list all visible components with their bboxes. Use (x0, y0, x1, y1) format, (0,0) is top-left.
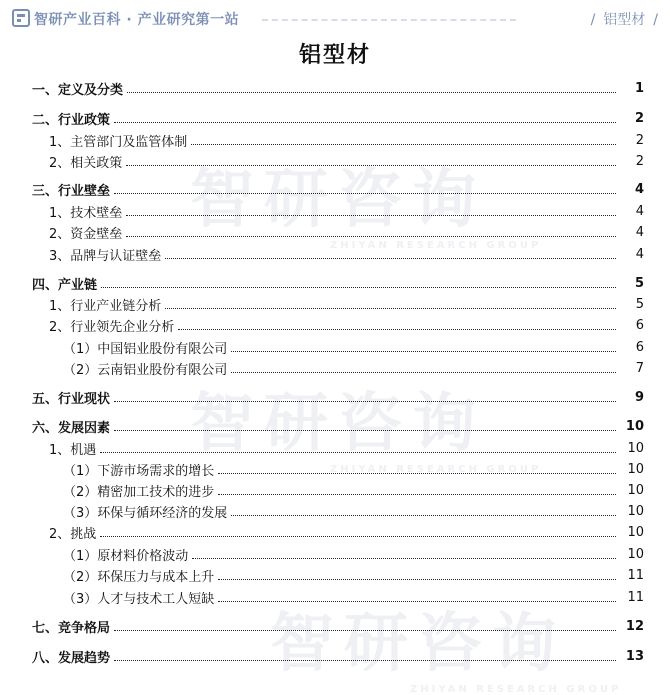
toc-subsection[interactable] (0, 479, 670, 501)
toc-entry-label: （3）环保与循环经济的发展 (63, 505, 228, 521)
toc-dot-leader (114, 401, 616, 402)
toc-section[interactable] (0, 437, 670, 459)
breadcrumb (591, 9, 658, 29)
toc-dot-leader (126, 236, 616, 237)
toc-entry-label: 七、竞争格局 (32, 620, 111, 636)
toc-dot-leader (192, 558, 616, 559)
toc-page-number: 2 (635, 153, 644, 169)
watermark-subtext: ZHIYAN RESEARCH GROUP (330, 240, 542, 251)
toc-entry-label: 3、品牌与认证壁垒 (49, 248, 162, 264)
toc-subsection[interactable] (0, 357, 670, 379)
breadcrumb-current[interactable]: 铝型材 (603, 12, 646, 28)
toc-dot-leader (218, 601, 616, 602)
toc-entry-label: （1）下游市场需求的增长 (63, 463, 215, 479)
toc-chapter[interactable] (0, 386, 670, 408)
toc-subsection[interactable] (0, 500, 670, 522)
toc-dot-leader (178, 329, 616, 330)
toc-dot-leader (231, 351, 616, 352)
toc-subsection[interactable] (0, 586, 670, 608)
toc-page-number: 4 (635, 224, 644, 240)
toc-page-number: 10 (627, 503, 644, 519)
toc-section[interactable] (0, 200, 670, 222)
toc-entry-label: 五、行业现状 (32, 391, 111, 407)
toc-entry-label: （1）中国铝业股份有限公司 (63, 341, 228, 357)
toc-entry-label: （2）环保压力与成本上升 (63, 569, 215, 585)
toc-chapter[interactable] (0, 107, 670, 129)
toc-chapter[interactable] (0, 272, 670, 294)
toc-dot-leader (114, 660, 616, 661)
toc-section[interactable] (0, 129, 670, 151)
toc-dot-leader (114, 122, 616, 123)
toc-dot-leader (231, 372, 616, 373)
toc-page-number: 2 (634, 110, 644, 126)
toc-entry-label: （2）精密加工技术的进步 (63, 484, 215, 500)
toc-entry-label: 八、发展趋势 (32, 650, 111, 666)
toc-section[interactable] (0, 150, 670, 172)
toc-page-number: 10 (625, 418, 644, 434)
toc-page-number: 13 (625, 648, 644, 664)
toc-dot-leader (127, 92, 616, 93)
toc-entry-label: 四、产业链 (32, 277, 98, 293)
toc-dot-leader (165, 258, 616, 259)
toc-subsection[interactable] (0, 458, 670, 480)
toc-page-number: 11 (627, 589, 644, 605)
toc-chapter[interactable] (0, 615, 670, 637)
toc-subsection[interactable] (0, 543, 670, 565)
toc-page-number: 10 (627, 524, 644, 540)
toc-dot-leader (100, 536, 616, 537)
toc-dot-leader (218, 579, 616, 580)
toc-page-number: 9 (634, 389, 644, 405)
toc-chapter[interactable] (0, 415, 670, 437)
toc-dot-leader (114, 430, 616, 431)
page-title: 铝型材 (298, 43, 371, 68)
watermark-text: 智研咨询 (190, 163, 486, 237)
toc-section[interactable] (0, 314, 670, 336)
toc-section[interactable] (0, 243, 670, 265)
toc-dot-leader (126, 215, 616, 216)
toc-entry-label: （3）人才与技术工人短缺 (63, 591, 215, 607)
toc-dot-leader (191, 144, 616, 145)
toc-page-number: 4 (635, 203, 644, 219)
toc-page-number: 1 (634, 80, 644, 96)
toc-entry-label: 1、技术壁垒 (49, 205, 123, 221)
watermark-text: 智研咨询 (190, 387, 486, 461)
toc-dot-leader (218, 494, 616, 495)
watermark-text: 智研咨询 (270, 607, 566, 681)
toc-chapter[interactable] (0, 645, 670, 667)
toc-page-number: 2 (635, 132, 644, 148)
toc-page-number: 5 (634, 275, 644, 291)
toc-page-number: 10 (627, 546, 644, 562)
toc-entry-label: 1、行业产业链分析 (49, 298, 162, 314)
toc-page-number: 10 (627, 461, 644, 477)
toc-entry-label: 2、资金壁垒 (49, 226, 123, 242)
toc-page-number: 6 (635, 339, 644, 355)
toc-page-number: 10 (627, 482, 644, 498)
toc-dot-leader (165, 308, 616, 309)
toc-entry-label: 1、主管部门及监管体制 (49, 134, 188, 150)
toc-entry-label: （1）原材料价格波动 (63, 548, 189, 564)
breadcrumb-separator: / (590, 12, 596, 28)
toc-chapter[interactable] (0, 77, 670, 99)
toc-dot-leader (114, 193, 616, 194)
toc-entry-label: 二、行业政策 (32, 112, 111, 128)
toc-page-number: 6 (635, 317, 644, 333)
toc-dot-leader (100, 452, 616, 453)
toc-dot-leader (126, 165, 616, 166)
toc-subsection[interactable] (0, 336, 670, 358)
toc-chapter[interactable] (0, 178, 670, 200)
toc-page-number: 10 (627, 440, 644, 456)
toc-dot-leader (231, 515, 616, 516)
toc-entry-label: 1、机遇 (49, 442, 97, 458)
toc-dot-leader (114, 630, 616, 631)
toc-entry-label: 2、行业领先企业分析 (49, 319, 175, 335)
toc-section[interactable] (0, 293, 670, 315)
toc-page-number: 5 (635, 296, 644, 312)
toc-entry-label: 2、挑战 (49, 526, 97, 542)
toc-entry-label: （2）云南铝业股份有限公司 (63, 362, 228, 378)
toc-entry-label: 2、相关政策 (49, 155, 123, 171)
watermark-subtext: ZHIYAN RESEARCH GROUP (410, 684, 622, 695)
toc-page-number: 12 (625, 618, 644, 634)
toc-entry-label: 一、定义及分类 (32, 82, 124, 98)
toc-page-number: 7 (635, 360, 644, 376)
watermark-subtext: ZHIYAN RESEARCH GROUP (330, 464, 542, 475)
toc-subsection[interactable] (0, 564, 670, 586)
site-brand[interactable]: 智研产业百科 · 产业研究第一站 (34, 12, 240, 28)
toc-entry-label: 三、行业壁垒 (32, 183, 111, 199)
toc-section[interactable] (0, 521, 670, 543)
toc-page-number: 4 (635, 246, 644, 262)
breadcrumb-separator-trailing: / (653, 12, 658, 28)
toc-page-number: 11 (627, 567, 644, 583)
toc-dot-leader (101, 287, 616, 288)
logo-icon (12, 9, 30, 27)
header-divider (262, 19, 516, 21)
toc-section[interactable] (0, 221, 670, 243)
toc-entry-label: 六、发展因素 (32, 420, 111, 436)
toc-dot-leader (218, 473, 616, 474)
site-header (0, 0, 670, 36)
toc-page-number: 4 (634, 181, 644, 197)
